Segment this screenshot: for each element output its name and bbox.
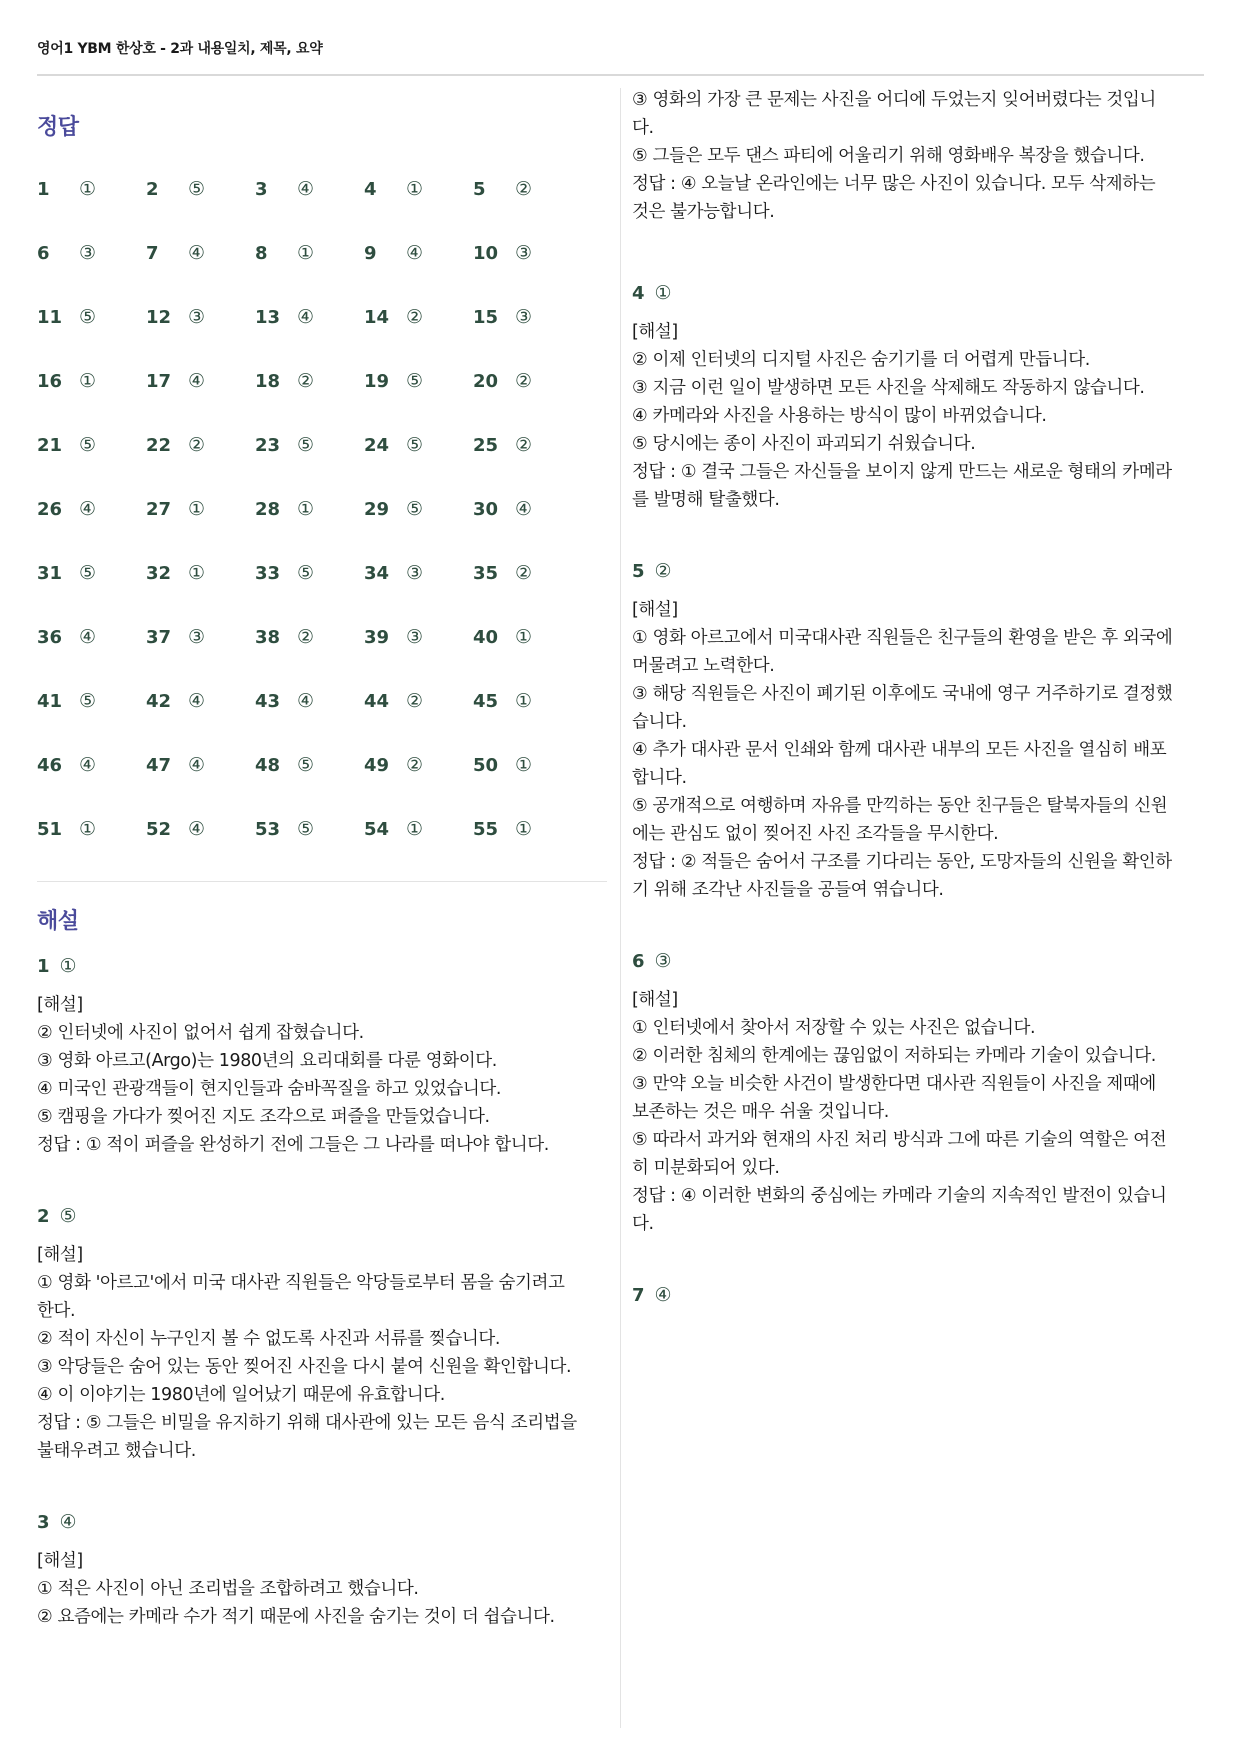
- answer-cell: [473, 626, 582, 648]
- answer-number: 23: [255, 434, 281, 456]
- answer-choice: ②: [406, 690, 424, 712]
- answer-cell: [364, 626, 473, 648]
- answer-choice: ⑤: [79, 690, 97, 712]
- answer-cell: [37, 562, 146, 584]
- answer-choice: ④: [515, 498, 533, 520]
- question-answer: ①: [59, 955, 77, 977]
- answer-cell: [255, 178, 364, 200]
- answer-cell: [37, 306, 146, 328]
- answer-number: 11: [37, 306, 63, 328]
- question-heading: [37, 955, 607, 977]
- answer-number: 26: [37, 498, 63, 520]
- section-divider: [37, 881, 607, 882]
- answer-number: 30: [473, 498, 499, 520]
- explanation-line: ④ 이 이야기는 1980년에 일어났기 때문에 유효합니다.: [37, 1385, 445, 1405]
- explanation-line: 를 발명해 탈출했다.: [632, 490, 780, 510]
- page-header: [37, 38, 1204, 76]
- answer-choice: ③: [79, 242, 97, 264]
- answer-number: 36: [37, 626, 63, 648]
- answer-cell: [255, 626, 364, 648]
- answer-number: 5: [473, 178, 486, 200]
- answer-number: 14: [364, 306, 390, 328]
- question-answer: ④: [59, 1511, 77, 1533]
- answer-choice: ②: [515, 370, 533, 392]
- explanation-line: ③ 악당들은 숨어 있는 동안 찢어진 사진을 다시 붙여 신원을 확인합니다.: [37, 1357, 572, 1377]
- answer-cell: [37, 626, 146, 648]
- explanation-line: ⑤ 당시에는 종이 사진이 파괴되기 쉬웠습니다.: [632, 434, 976, 454]
- answer-cell: [146, 754, 255, 776]
- explanation-line: 에는 관심도 없이 찢어진 사진 조각들을 무시한다.: [632, 824, 999, 844]
- answer-cell: [473, 498, 582, 520]
- answer-number: 55: [473, 818, 499, 840]
- answer-choice: ③: [515, 306, 533, 328]
- explanation-line: 불태우려고 했습니다.: [37, 1441, 196, 1461]
- answer-number: 52: [146, 818, 172, 840]
- answer-choice: ②: [515, 562, 533, 584]
- question-answer: ⑤: [59, 1205, 77, 1227]
- answer-cell: [146, 242, 255, 264]
- explanation-line: ① 영화 '아르고'에서 미국 대사관 직원들은 악당들로부터 몸을 숨기려고: [37, 1273, 565, 1293]
- answer-cell: [146, 818, 255, 840]
- explanation-line: ② 적이 자신이 누구인지 볼 수 없도록 사진과 서류를 찢습니다.: [37, 1329, 501, 1349]
- answer-cell: [364, 370, 473, 392]
- answer-cell: [473, 818, 582, 840]
- answer-choice: ①: [515, 690, 533, 712]
- explanation-line: 정답 : ① 결국 그들은 자신들을 보이지 않게 만드는 새로운 형태의 카메라: [632, 462, 1172, 482]
- answer-cell: [146, 690, 255, 712]
- answer-cell: [473, 754, 582, 776]
- answer-choice: ①: [188, 498, 206, 520]
- answer-cell: [473, 306, 582, 328]
- explanation-line: ② 요즘에는 카메라 수가 적기 때문에 사진을 숨기는 것이 더 쉽습니다.: [37, 1607, 555, 1627]
- question-answer: ②: [654, 560, 672, 582]
- explanation-block: [37, 1511, 607, 1631]
- explanation-block: [632, 1284, 1204, 1306]
- answer-number: 13: [255, 306, 281, 328]
- question-heading: [37, 1205, 607, 1227]
- answer-choice: ④: [79, 498, 97, 520]
- column-divider: [620, 88, 621, 1728]
- explanation-line: ③ 만약 오늘 비슷한 사건이 발생한다면 대사관 직원들이 사진을 제때에: [632, 1074, 1156, 1094]
- answer-choice: ⑤: [79, 306, 97, 328]
- question-heading: [37, 1511, 607, 1533]
- answer-cell: [364, 690, 473, 712]
- answer-cell: [146, 626, 255, 648]
- explanation-line: 정답 : ⑤ 그들은 비밀을 유지하기 위해 대사관에 있는 모든 음식 조리법을: [37, 1413, 577, 1433]
- answer-number: 44: [364, 690, 390, 712]
- answer-number: 18: [255, 370, 281, 392]
- question-answer: ③: [654, 950, 672, 972]
- explanation-block: [37, 1205, 607, 1465]
- answer-choice: ④: [297, 178, 315, 200]
- answer-choice: ⑤: [188, 178, 206, 200]
- question-number: 1: [37, 955, 50, 977]
- answer-choice: ⑤: [297, 562, 315, 584]
- explanations-heading: 해설: [37, 909, 79, 934]
- answer-choice: ④: [188, 242, 206, 264]
- answer-choice: ④: [79, 754, 97, 776]
- question-heading: [632, 560, 1204, 582]
- explanation-line: 합니다.: [632, 768, 687, 788]
- answer-cell: [364, 434, 473, 456]
- answer-number: 49: [364, 754, 390, 776]
- answer-cell: [364, 818, 473, 840]
- explanation-line: [해설]: [632, 322, 678, 342]
- answer-number: 29: [364, 498, 390, 520]
- answer-number: 42: [146, 690, 172, 712]
- answer-choice: ③: [188, 306, 206, 328]
- explanation-line: ② 이러한 침체의 한계에는 끊임없이 저하되는 카메라 기술이 있습니다.: [632, 1046, 1156, 1066]
- answers-heading: 정답: [37, 115, 79, 140]
- explanation-line: [해설]: [632, 990, 678, 1010]
- explanation-line: ③ 영화 아르고(Argo)는 1980년의 요리대회를 다룬 영화이다.: [37, 1051, 497, 1071]
- answer-choice: ⑤: [297, 818, 315, 840]
- answer-number: 32: [146, 562, 172, 584]
- answer-choice: ④: [297, 306, 315, 328]
- answer-cell: [364, 306, 473, 328]
- explanation-line: [해설]: [37, 1245, 83, 1265]
- answer-number: 12: [146, 306, 172, 328]
- explanation-line: ④ 추가 대사관 문서 인쇄와 함께 대사관 내부의 모든 사진을 열심히 배포: [632, 740, 1167, 760]
- answer-choice: ④: [188, 754, 206, 776]
- explanation-line: 정답 : ④ 이러한 변화의 중심에는 카메라 기술의 지속적인 발전이 있습니: [632, 1186, 1167, 1206]
- answer-number: 1: [37, 178, 50, 200]
- answer-cell: [37, 498, 146, 520]
- explanations-left: [37, 955, 607, 1631]
- answer-number: 51: [37, 818, 63, 840]
- answer-choice: ③: [515, 242, 533, 264]
- explanation-line: ④ 카메라와 사진을 사용하는 방식이 많이 바뀌었습니다.: [632, 406, 1047, 426]
- answer-number: 15: [473, 306, 499, 328]
- answer-choice: ⑤: [406, 370, 424, 392]
- answer-choice: ⑤: [297, 434, 315, 456]
- answer-number: 19: [364, 370, 390, 392]
- answer-number: 45: [473, 690, 499, 712]
- answer-cell: [473, 434, 582, 456]
- answer-choice: ②: [515, 434, 533, 456]
- explanation-line: 머물려고 노력한다.: [632, 656, 775, 676]
- question-number: 4: [632, 282, 645, 304]
- answer-choice: ①: [79, 178, 97, 200]
- explanation-line: ⑤ 그들은 모두 댄스 파티에 어울리기 위해 영화배우 복장을 했습니다.: [632, 146, 1145, 166]
- answer-choice: ③: [406, 626, 424, 648]
- answer-cell: [255, 242, 364, 264]
- explanation-continued: [632, 86, 1204, 226]
- answer-cell: [364, 178, 473, 200]
- answer-cell: [473, 690, 582, 712]
- answer-number: 38: [255, 626, 281, 648]
- explanation-line: 정답 : ④ 오늘날 온라인에는 너무 많은 사진이 있습니다. 모두 삭제하는: [632, 174, 1156, 194]
- answer-number: 25: [473, 434, 499, 456]
- question-heading: [632, 282, 1204, 304]
- answer-number: 31: [37, 562, 63, 584]
- answer-number: 50: [473, 754, 499, 776]
- answer-choice: ②: [406, 306, 424, 328]
- right-column: [632, 86, 1204, 1352]
- answer-choice: ⑤: [79, 562, 97, 584]
- answer-cell: [473, 370, 582, 392]
- answer-choice: ③: [406, 562, 424, 584]
- answer-cell: [255, 498, 364, 520]
- answer-choice: ②: [188, 434, 206, 456]
- answer-cell: [473, 178, 582, 200]
- explanation-line: 다.: [632, 118, 654, 138]
- explanation-line: ② 이제 인터넷의 디지털 사진은 숨기기를 더 어렵게 만듭니다.: [632, 350, 1090, 370]
- answer-cell: [255, 754, 364, 776]
- explanation-line: ⑤ 공개적으로 여행하며 자유를 만끽하는 동안 친구들은 탈북자들의 신원: [632, 796, 1168, 816]
- answer-cell: [255, 434, 364, 456]
- answer-cell: [255, 562, 364, 584]
- explanation-line: ① 영화 아르고에서 미국대사관 직원들은 친구들의 환영을 받은 후 외국에: [632, 628, 1173, 648]
- explanation-line: 히 미분화되어 있다.: [632, 1158, 780, 1178]
- explanation-line: 정답 : ② 적들은 숨어서 구조를 기다리는 동안, 도망자들의 신원을 확인하: [632, 852, 1172, 872]
- question-answer: ④: [654, 1284, 672, 1306]
- answer-number: 41: [37, 690, 63, 712]
- answer-number: 35: [473, 562, 499, 584]
- question-heading: [632, 1284, 1204, 1306]
- answer-cell: [146, 178, 255, 200]
- explanation-line: ⑤ 캠핑을 가다가 찢어진 지도 조각으로 퍼즐을 만들었습니다.: [37, 1107, 490, 1127]
- answer-choice: ②: [297, 626, 315, 648]
- answer-cell: [473, 242, 582, 264]
- answer-number: 9: [364, 242, 377, 264]
- document-title: 영어1 YBM 한상호 - 2과 내용일치, 제목, 요약: [37, 41, 323, 57]
- answer-cell: [255, 690, 364, 712]
- answer-cell: [255, 818, 364, 840]
- answer-number: 40: [473, 626, 499, 648]
- answer-choice: ①: [297, 242, 315, 264]
- explanation-block: [632, 950, 1204, 1238]
- question-number: 7: [632, 1284, 645, 1306]
- answer-number: 43: [255, 690, 281, 712]
- answer-cell: [146, 434, 255, 456]
- answer-choice: ①: [79, 818, 97, 840]
- answer-number: 53: [255, 818, 281, 840]
- answer-choice: ④: [188, 690, 206, 712]
- answer-choice: ②: [297, 370, 315, 392]
- answer-cell: [255, 306, 364, 328]
- explanation-line: 다.: [632, 1214, 654, 1234]
- answer-cell: [37, 818, 146, 840]
- answer-number: 20: [473, 370, 499, 392]
- explanation-line: ④ 미국인 관광객들이 현지인들과 숨바꼭질을 하고 있었습니다.: [37, 1079, 502, 1099]
- answer-choice: ④: [297, 690, 315, 712]
- answer-cell: [37, 370, 146, 392]
- answer-number: 28: [255, 498, 281, 520]
- answer-choice: ④: [79, 626, 97, 648]
- answer-choice: ①: [406, 818, 424, 840]
- explanation-block: [37, 955, 607, 1159]
- answer-number: 3: [255, 178, 268, 200]
- answer-number: 4: [364, 178, 377, 200]
- answer-cell: [255, 370, 364, 392]
- explanation-line: 한다.: [37, 1301, 76, 1321]
- answer-number: 10: [473, 242, 499, 264]
- answer-choice: ①: [515, 818, 533, 840]
- explanation-line: ③ 지금 이런 일이 발생하면 모든 사진을 삭제해도 작동하지 않습니다.: [632, 378, 1145, 398]
- answer-number: 33: [255, 562, 281, 584]
- answer-number: 46: [37, 754, 63, 776]
- explanation-line: ② 인터넷에 사진이 없어서 쉽게 잡혔습니다.: [37, 1023, 364, 1043]
- answer-cell: [364, 498, 473, 520]
- explanation-line: [해설]: [37, 1551, 83, 1571]
- answer-number: 7: [146, 242, 159, 264]
- answer-number: 8: [255, 242, 268, 264]
- answer-number: 16: [37, 370, 63, 392]
- answer-number: 17: [146, 370, 172, 392]
- question-number: 2: [37, 1205, 50, 1227]
- explanation-line: 것은 불가능합니다.: [632, 202, 775, 222]
- explanation-line: ③ 해당 직원들은 사진이 폐기된 이후에도 국내에 영구 거주하기로 결정했: [632, 684, 1173, 704]
- left-column: [37, 92, 607, 1677]
- question-answer: ①: [654, 282, 672, 304]
- answer-number: 39: [364, 626, 390, 648]
- answer-number: 6: [37, 242, 50, 264]
- answer-choice: ④: [188, 370, 206, 392]
- explanation-line: 정답 : ① 적이 퍼즐을 완성하기 전에 그들은 그 나라를 떠나야 합니다.: [37, 1135, 549, 1155]
- answer-cell: [37, 242, 146, 264]
- explanation-line: ③ 영화의 가장 큰 문제는 사진을 어디에 두었는지 잊어버렸다는 것입니: [632, 90, 1156, 110]
- answer-choice: ④: [188, 818, 206, 840]
- answer-cell: [364, 242, 473, 264]
- explanation-block: [632, 282, 1204, 514]
- explanation-line: 보존하는 것은 매우 쉬울 것입니다.: [632, 1102, 889, 1122]
- explanation-line: [해설]: [632, 600, 678, 620]
- answer-number: 34: [364, 562, 390, 584]
- answer-choice: ①: [79, 370, 97, 392]
- answer-choice: ①: [515, 754, 533, 776]
- answer-number: 2: [146, 178, 159, 200]
- answer-choice: ⑤: [79, 434, 97, 456]
- answer-choice: ②: [515, 178, 533, 200]
- answer-choice: ①: [297, 498, 315, 520]
- answer-cell: [37, 178, 146, 200]
- answer-cell: [37, 434, 146, 456]
- answer-number: 24: [364, 434, 390, 456]
- answer-choice: ③: [188, 626, 206, 648]
- answer-grid: [37, 157, 607, 861]
- answer-cell: [364, 754, 473, 776]
- explanation-block: [632, 560, 1204, 904]
- answer-choice: ⑤: [297, 754, 315, 776]
- answer-cell: [146, 562, 255, 584]
- answer-number: 37: [146, 626, 172, 648]
- explanation-line: [해설]: [37, 995, 83, 1015]
- question-number: 5: [632, 560, 645, 582]
- answer-choice: ⑤: [406, 498, 424, 520]
- answer-number: 22: [146, 434, 172, 456]
- explanation-line: 기 위해 조각난 사진들을 공들여 엮습니다.: [632, 880, 944, 900]
- answer-cell: [364, 562, 473, 584]
- answer-number: 48: [255, 754, 281, 776]
- answer-number: 47: [146, 754, 172, 776]
- explanation-line: ⑤ 따라서 과거와 현재의 사진 처리 방식과 그에 따른 기술의 역할은 여전: [632, 1130, 1167, 1150]
- answer-number: 27: [146, 498, 172, 520]
- answer-cell: [146, 370, 255, 392]
- answer-choice: ②: [406, 754, 424, 776]
- explanation-line: ① 적은 사진이 아닌 조리법을 조합하려고 했습니다.: [37, 1579, 419, 1599]
- question-number: 3: [37, 1511, 50, 1533]
- answer-cell: [146, 306, 255, 328]
- answer-choice: ①: [515, 626, 533, 648]
- explanations-right: [632, 282, 1204, 1306]
- explanation-line: ① 인터넷에서 찾아서 저장할 수 있는 사진은 없습니다.: [632, 1018, 1036, 1038]
- answer-choice: ①: [188, 562, 206, 584]
- answer-number: 54: [364, 818, 390, 840]
- question-heading: [632, 950, 1204, 972]
- answer-cell: [146, 498, 255, 520]
- answer-cell: [37, 690, 146, 712]
- answer-choice: ⑤: [406, 434, 424, 456]
- question-number: 6: [632, 950, 645, 972]
- answer-number: 21: [37, 434, 63, 456]
- answer-choice: ④: [406, 242, 424, 264]
- answer-cell: [37, 754, 146, 776]
- answer-cell: [473, 562, 582, 584]
- explanation-line: 습니다.: [632, 712, 687, 732]
- answer-choice: ①: [406, 178, 424, 200]
